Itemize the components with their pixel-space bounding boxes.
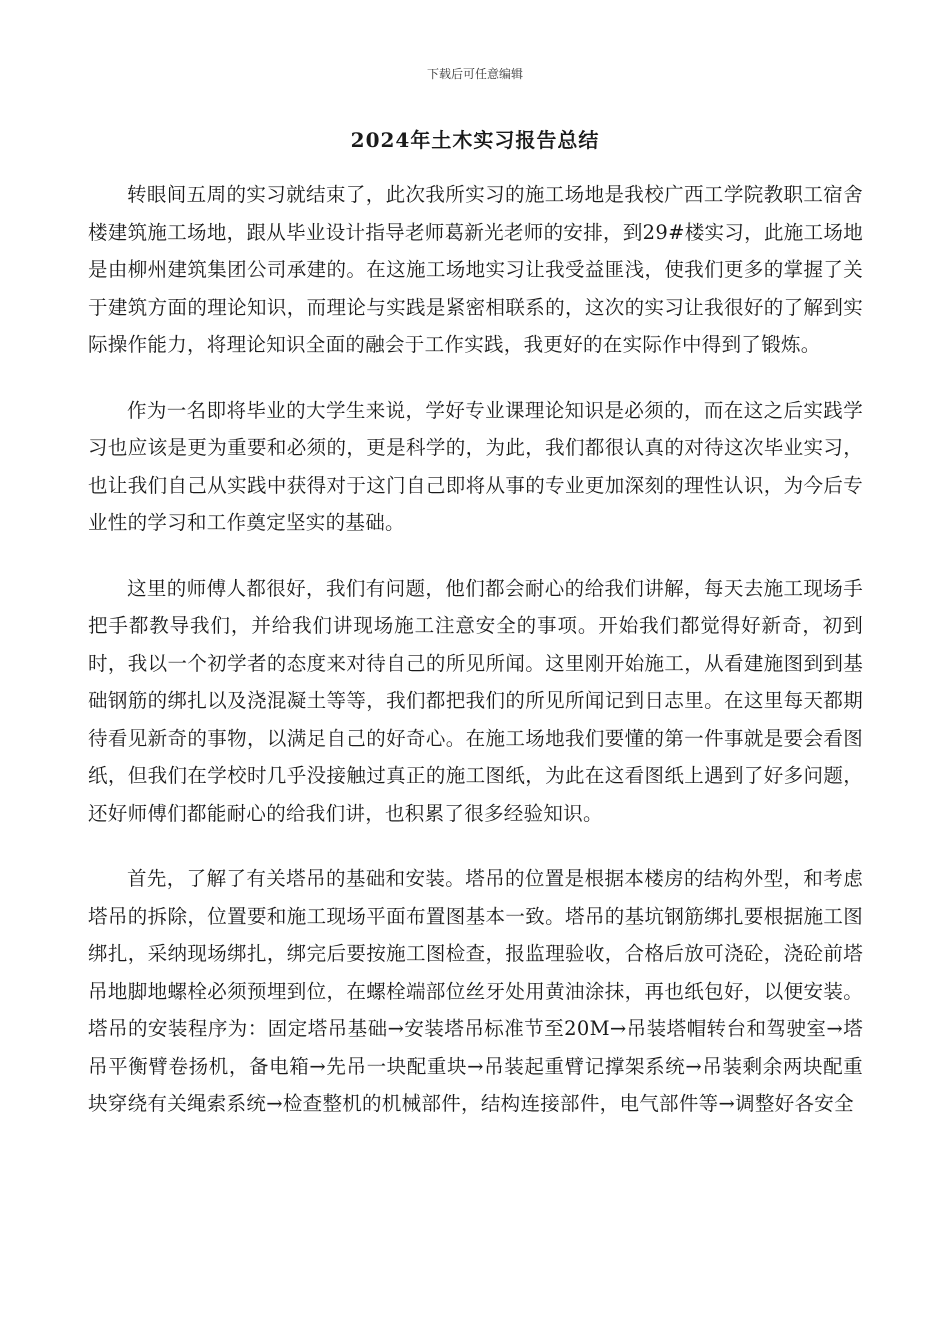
header-note: 下载后可任意编辑 <box>426 67 523 81</box>
paragraph: 这里的师傅人都很好，我们有问题，他们都会耐心的给我们讲解，每天去施工现场手把手都教导我们，并给我们讲现场施工注意安全的事项。开始我们都觉得好新奇，初到时，我以一个初学者的态度来对待自己的所见所闻。这里刚开始施工，从看建施图到到基础钢筋的绑扎以及浇混凝土等等，我们都把我们的所见所闻记到日志里。在这里每天都期待看见新奇的事物，以满足自己的好奇心。在施工场地我们要懂的第一件事就是要会看图纸，但我们在学校时几乎没接触过真正的施工图纸，为此在这看图纸上遇到了好多问题，还好师傅们都能耐心的给我们讲，也积累了很多经验知识。 <box>88 576 863 825</box>
paragraph: 转眼间五周的实习就结束了，此次我所实习的施工场地是我校广西工学院教职工宿舍楼建筑施工场地，跟从毕业设计指导老师葛新光老师的安排，到29#楼实习，此施工场地是由柳州建筑集团公司承建的。在这施工场地实习让我受益匪浅，使我们更多的掌握了关于建筑方面的理论知识，而理论与实践是紧密相联系的，这次的实习让我很好的了解到实际操作能力，将理论知识全面的融会于工作实践，我更好的在实际作中得到了锻炼。 <box>88 183 863 356</box>
paragraph: 首先，了解了有关塔吊的基础和安装。塔吊的位置是根据本楼房的结构外型，和考虑塔吊的拆除，位置要和施工现场平面布置图基本一致。塔吊的基坑钢筋绑扎要根据施工图绑扎，采纳现场绑扎，绑完后要按施工图检查，报监理验收，合格后放可浇砼，浇砼前塔吊地脚地螺栓必须预埋到位，在螺栓端部位丝牙处用黄油涂抹，再也纸包好，以便安装。塔吊的安装程序为：固定塔吊基础→安装塔吊标准节至20M→吊装塔帽转台和驾驶室→塔吊平衡臂卷扬机，备电箱→先吊一块配重块→吊装起重臂记撑架系统→吊装剩余两块配重块穿绕有关绳索系统→检查整机的机械部件，结构连接部件，电气部件等→调整好各安全 <box>88 867 863 1115</box>
paragraph: 作为一名即将毕业的大学生来说，学好专业课理论知识是必须的，而在这之后实践学习也应该是更为重要和必须的，更是科学的，为此，我们都很认真的对待这次毕业实习，也让我们自己从实践中获得对于这门自己即将从事的专业更加深刻的理性认识，为今后专业性的学习和工作奠定坚实的基础。 <box>88 398 863 534</box>
document-body <box>88 176 863 1151</box>
document-title: 2024年土木实习报告总结 <box>350 128 600 152</box>
